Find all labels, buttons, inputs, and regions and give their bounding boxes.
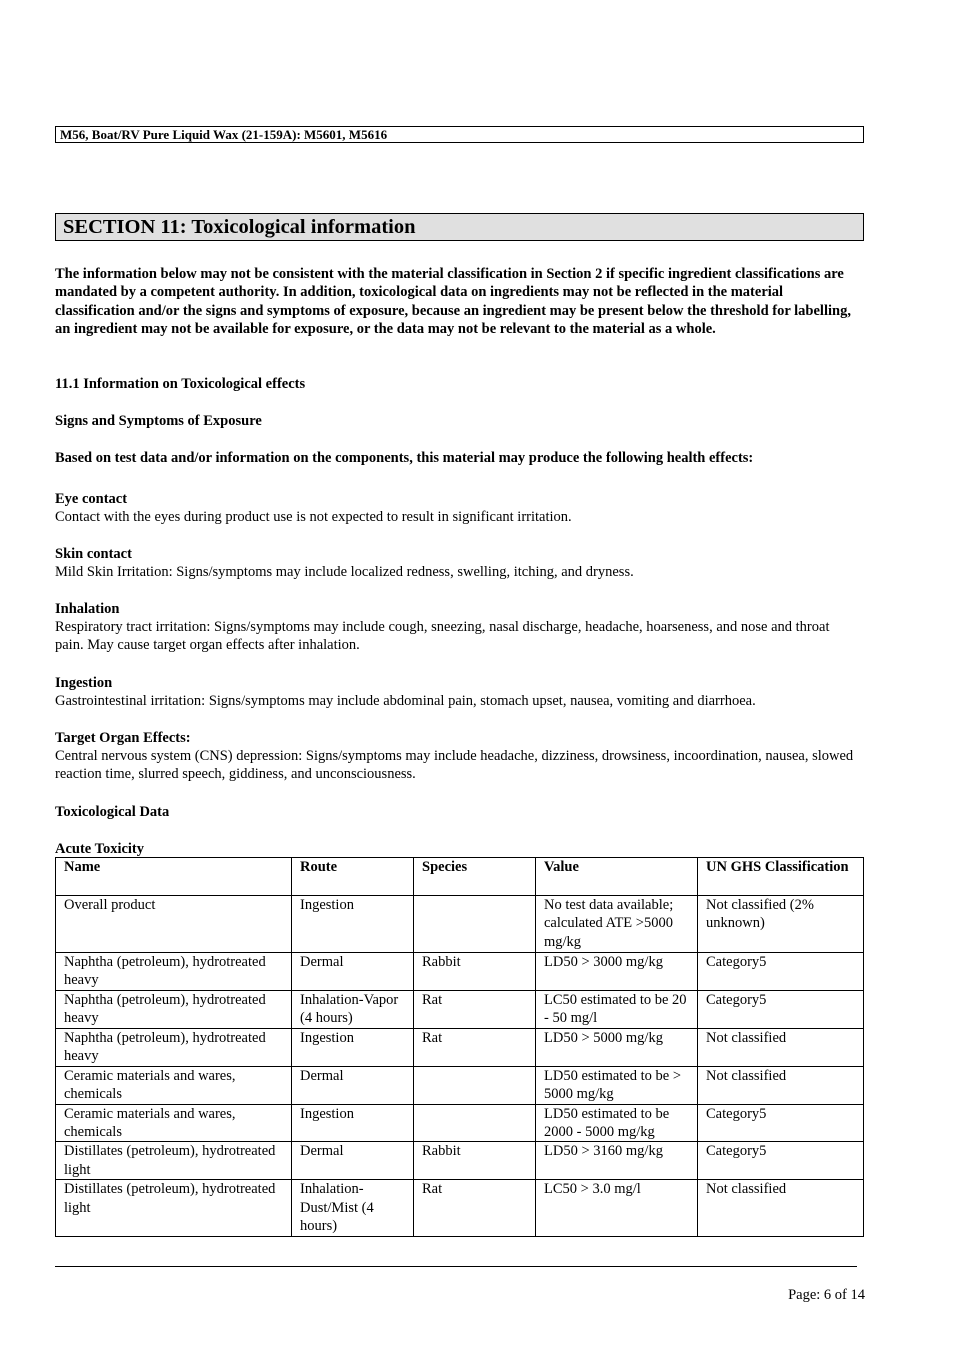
eye-contact-heading: Eye contact xyxy=(55,491,128,507)
subsection-heading: 11.1 Information on Toxicological effects xyxy=(55,376,306,392)
table-row xyxy=(56,1142,864,1180)
eye-contact-text: Contact with the eyes during product use is not expected to result in significant irritation. xyxy=(55,509,572,525)
cell-species: Rabbit xyxy=(414,1142,536,1180)
cell-name: Overall product xyxy=(56,896,292,953)
section-title: SECTION 11: Toxicological information xyxy=(55,213,864,241)
cell-name: Naphtha (petroleum), hydrotreated heavy xyxy=(56,1028,292,1066)
table-row xyxy=(56,990,864,1028)
inhalation-heading: Inhalation xyxy=(55,601,120,617)
header-classification: UN GHS Classification xyxy=(698,858,864,896)
cell-route: Ingestion xyxy=(292,896,414,953)
table-row xyxy=(56,1066,864,1104)
acute-toxicity-table xyxy=(55,857,864,1237)
signs-heading: Signs and Symptoms of Exposure xyxy=(55,413,262,429)
cell-name: Ceramic materials and wares, chemicals xyxy=(56,1066,292,1104)
cell-species xyxy=(414,1066,536,1104)
table-row xyxy=(56,1104,864,1142)
cell-classification: Not classified xyxy=(698,1180,864,1236)
cell-route: Dermal xyxy=(292,1142,414,1180)
document-header: M56, Boat/RV Pure Liquid Wax (21-159A): M5601, M5616 xyxy=(55,126,864,143)
cell-classification: Category5 xyxy=(698,953,864,991)
header-name: Name xyxy=(56,858,292,896)
acute-toxicity-heading: Acute Toxicity xyxy=(55,841,145,857)
cell-classification: Category5 xyxy=(698,1142,864,1180)
cell-value: LD50 > 3160 mg/kg xyxy=(536,1142,698,1180)
cell-value: LC50 estimated to be 20 - 50 mg/l xyxy=(536,990,698,1028)
footer-divider xyxy=(55,1266,857,1267)
table-row xyxy=(56,953,864,991)
cell-route: Dermal xyxy=(292,1066,414,1104)
cell-classification: Category5 xyxy=(698,1104,864,1142)
cell-species: Rat xyxy=(414,990,536,1028)
cell-value: LD50 > 3000 mg/kg xyxy=(536,953,698,991)
cell-route: Inhalation-Vapor (4 hours) xyxy=(292,990,414,1028)
skin-contact-text: Mild Skin Irritation: Signs/symptoms may include localized redness, swelling, itching, and dryness. xyxy=(55,564,634,580)
ingestion-text: Gastrointestinal irritation: Signs/symptoms may include abdominal pain, stomach upset, nausea, vomiting and diarrhoea. xyxy=(55,693,756,709)
cell-classification: Category5 xyxy=(698,990,864,1028)
intro-paragraph: The information below may not be consistent with the material classification in Section 2 if specific ingredient classifications are mandated by a competent authority. In addition, toxicological data on ingredients may not be reflected in the material classification and/or the signs and symptoms of exposure, because an ingredient may be present below the threshold for labelling, an ingredient may not be available for exposure, or the data may not be relevant to the material as a whole. xyxy=(55,266,851,338)
cell-value: No test data available; calculated ATE >5000 mg/kg xyxy=(536,896,698,953)
skin-contact-heading: Skin contact xyxy=(55,546,132,562)
target-organ-text: Central nervous system (CNS) depression: Signs/symptoms may include headache, dizziness, drowsiness, incoordination, nausea, slowed reaction time, slurred speech, giddiness, and unconsciousness. xyxy=(55,748,854,783)
based-on-statement: Based on test data and/or information on the components, this material may produce the following health effects: xyxy=(55,450,754,466)
cell-species: Rabbit xyxy=(414,953,536,991)
header-value: Value xyxy=(536,858,698,896)
cell-name: Naphtha (petroleum), hydrotreated heavy xyxy=(56,990,292,1028)
cell-species: Rat xyxy=(414,1028,536,1066)
cell-route: Dermal xyxy=(292,953,414,991)
cell-classification: Not classified xyxy=(698,1066,864,1104)
cell-classification: Not classified xyxy=(698,1028,864,1066)
header-species: Species xyxy=(414,858,536,896)
cell-species: Rat xyxy=(414,1180,536,1236)
cell-value: LD50 > 5000 mg/kg xyxy=(536,1028,698,1066)
cell-value: LC50 > 3.0 mg/l xyxy=(536,1180,698,1236)
table-row xyxy=(56,896,864,953)
cell-name: Distillates (petroleum), hydrotreated light xyxy=(56,1142,292,1180)
table-row xyxy=(56,1180,864,1236)
ingestion-heading: Ingestion xyxy=(55,675,113,691)
cell-route: Inhalation-Dust/Mist (4 hours) xyxy=(292,1180,414,1236)
cell-name: Naphtha (petroleum), hydrotreated heavy xyxy=(56,953,292,991)
header-route: Route xyxy=(292,858,414,896)
cell-value: LD50 estimated to be 2000 - 5000 mg/kg xyxy=(536,1104,698,1142)
cell-route: Ingestion xyxy=(292,1028,414,1066)
page-number: Page: 6 of 14 xyxy=(788,1287,865,1303)
cell-route: Ingestion xyxy=(292,1104,414,1142)
target-organ-heading: Target Organ Effects: xyxy=(55,730,191,746)
cell-species xyxy=(414,1104,536,1142)
cell-name: Distillates (petroleum), hydrotreated light xyxy=(56,1180,292,1236)
cell-classification: Not classified (2% unknown) xyxy=(698,896,864,953)
table-header-row xyxy=(56,858,864,896)
table-row xyxy=(56,1028,864,1066)
cell-species xyxy=(414,896,536,953)
tox-data-heading: Toxicological Data xyxy=(55,804,170,820)
cell-value: LD50 estimated to be > 5000 mg/kg xyxy=(536,1066,698,1104)
cell-name: Ceramic materials and wares, chemicals xyxy=(56,1104,292,1142)
inhalation-text: Respiratory tract irritation: Signs/symptoms may include cough, sneezing, nasal discharge, headache, hoarseness, and nose and throat pain. May cause target organ effects after inhalation. xyxy=(55,619,830,654)
